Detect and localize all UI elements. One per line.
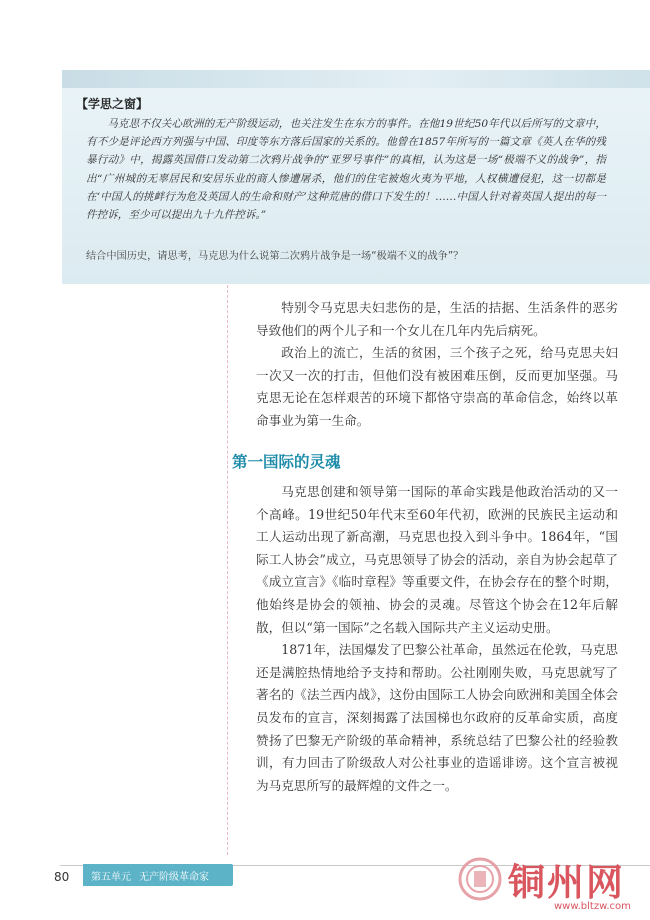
section-body-text [256,481,618,797]
paragraph: 政治上的流亡，生活的贫困，三个孩子之死，给马克思夫妇一次又一次的打击，但他们没有被困难压倒，反而更加坚强。马克思无论在怎样艰苦的环境下都恪守崇高的革命信念，始终以革命事业为第一生命。 [256,345,618,428]
study-window-question: 结合中国历史，请思考，马克思为什么说第二次鸦片战争是一场“极端不义的战争”？ [86,251,464,262]
footer-unit-band [83,864,233,886]
watermark-logo-icon [458,857,502,901]
footer-unit: 第五单元 [91,871,131,883]
watermark-url: www.bltzw.com [554,901,631,912]
study-window-quote [86,115,606,224]
paragraph: 1871年，法国爆发了巴黎公社革命，虽然远在伦敦，马克思还是满腔热情地给予支持和帮助。公社刚刚失败，马克思就写了著名的《法兰西内战》，这份由国际工人协会向欧洲和美国全体会员发布的宣言，深刻揭露了法国梯也尔政府的反革命实质，高度赞扬了巴黎无产阶级的革命精神，系统总结了巴黎公社的经验教训，有力回击了阶级敌人对公社事业的造谣诽谤。这个宣言被视为马克思所写的最辉煌的文件之一。 [256,642,618,793]
margin-dashed-rule [227,285,228,855]
watermark-name: 铜州网 [508,860,625,904]
study-window-header-bar [62,70,650,88]
body-text [256,297,618,433]
study-window-title: 【学思之窗】 [76,97,149,111]
footer-unit-title: 无产阶级革命家 [139,871,209,883]
paragraph: 特别令马克思夫妇悲伤的是，生活的拮据、生活条件的恶劣导致他们的两个儿子和一个女儿在几年内先后病死。 [256,300,618,338]
page-number: 80 [54,870,70,884]
quote-paragraph: 马克思不仅关心欧洲的无产阶级运动，也关注发生在东方的事件。在他19世纪50年代以后所写的文章中，有不少是评论西方列强与中国、印度等东方落后国家的关系的。他曾在1857年所写的一篇文章《英人在华的残暴行动》中，揭露英国借口发动第二次鸦片战争的“亚罗号事件”的真相，认为这是一场“极端不义的战争”，指出“广州城的无辜居民和安居乐业的商人惨遭屠杀，他们的住宅被炮火夷为平地，人权横遭侵犯，这一切都是在‘中国人的挑衅行为危及英国人的生命和财产’这种荒唐的借口下发生的！……中国人针对着英国人提出的每一件控诉，至少可以提出九十九件控诉。” [86,118,606,222]
paragraph: 马克思创建和领导第一国际的革命实践是他政治活动的又一个高峰。19世纪50年代末至60年代初，欧洲的民族民主运动和工人运动出现了新高潮，马克思也投入到斗争中。1864年，“国际工人协会”成立，马克思领导了协会的活动，亲自为协会起草了《成立宣言》《临时章程》等重要文件，在协会存在的整个时期，他始终是协会的领袖、协会的灵魂。尽管这个协会在12年后解散，但以“第一国际”之名载入国际共产主义运动史册。 [256,484,618,635]
section-heading: 第一国际的灵魂 [232,453,341,471]
